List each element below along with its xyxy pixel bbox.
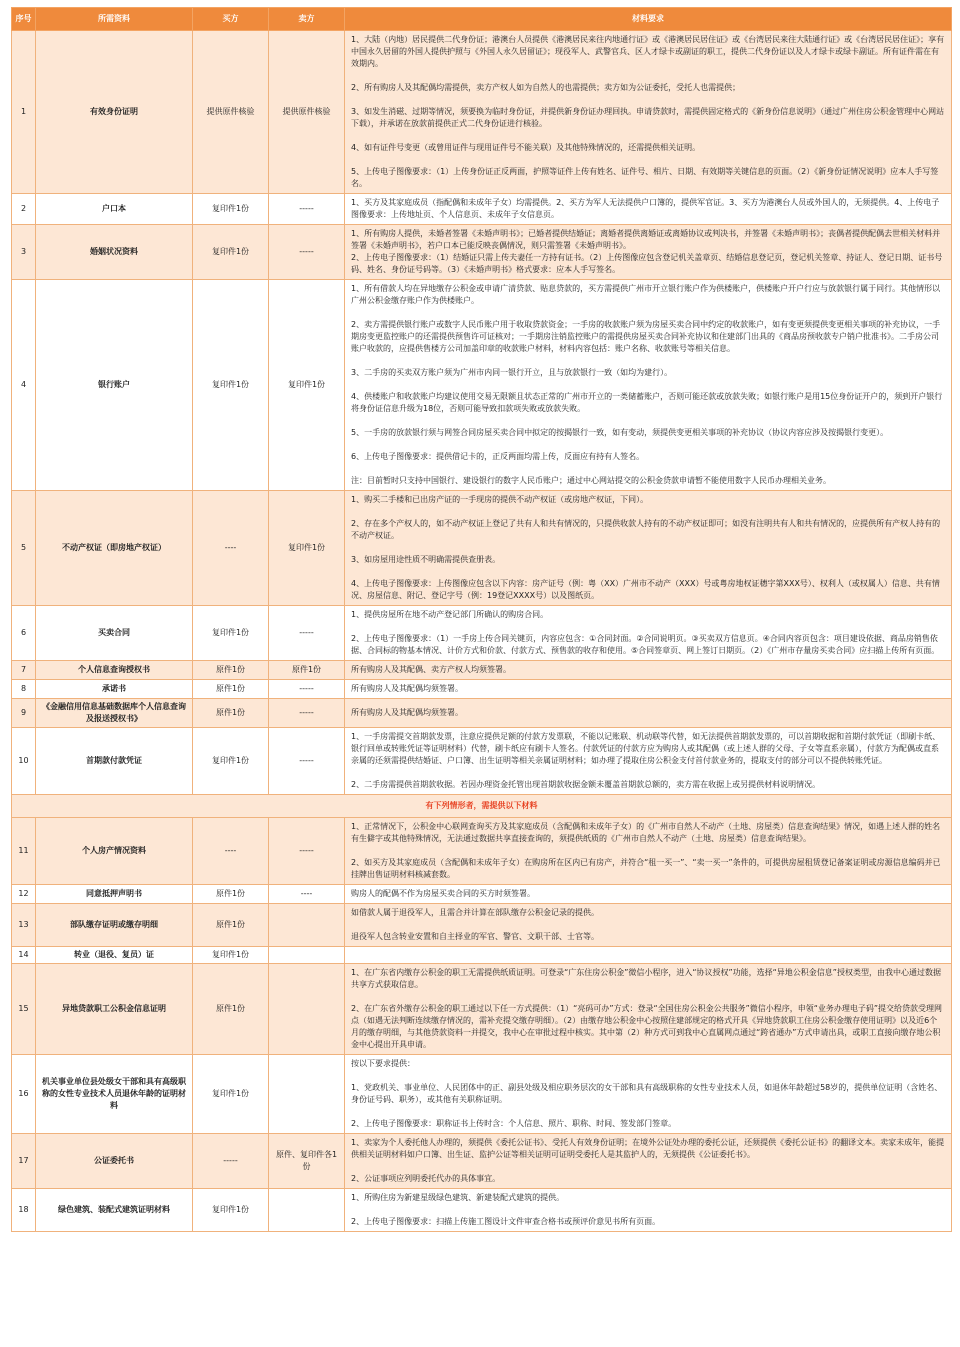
table-body xyxy=(12,31,952,1232)
requirement-paragraph: 3、如发生消磁、过期等情况，须要换为临时身份证，并提供新身份证办理回执。申请贷款时，需提供固定格式的《新身份信息说明》（通过广州住房公积金管理中心网站下载），并承诺在放款前提供正式二代身份证进行核验。 xyxy=(351,107,945,128)
material-name: 承诺书 xyxy=(36,680,193,699)
row-number: 17 xyxy=(12,1134,36,1189)
buyer-requirement: 复印件1份 xyxy=(193,728,269,795)
seller-requirement: 提供原件核验 xyxy=(269,31,345,194)
seller-requirement: ----- xyxy=(269,728,345,795)
requirement-details xyxy=(345,606,952,661)
requirement-details xyxy=(345,964,952,1055)
material-name: 个人房产情况资料 xyxy=(36,818,193,885)
row-number: 3 xyxy=(12,225,36,280)
requirement-paragraph: 所有购房人及其配偶、卖方产权人均须签署。 xyxy=(351,665,511,674)
requirement-paragraph: 所有购房人及其配偶均须签署。 xyxy=(351,708,463,717)
requirement-paragraph: 2、上传电子图像要求：（1）一手房上传合同关键页，内容应包含：①合同封面。②合同说明页。③买卖双方信息页。④合同内容页包含：项目建设依据、商品房销售依据、合同标的物基本情况、计价方式和价款、付款方式、预售款的收存和使用。⑤合同签章页、网上签订日期页。（2）《广州市存量房买卖合同》应扫描上传所有页面。 xyxy=(351,634,940,655)
buyer-requirement: 原件1份 xyxy=(193,885,269,904)
requirement-details xyxy=(345,280,952,491)
seller-requirement xyxy=(269,964,345,1055)
row-number: 11 xyxy=(12,818,36,885)
seller-requirement: ----- xyxy=(269,680,345,699)
requirements-table-container xyxy=(11,7,951,1232)
table-row xyxy=(12,728,952,795)
requirement-paragraph: 1、所有购房人提供，未婚者签署《未婚声明书》；已婚者提供结婚证；离婚者提供离婚证或离婚协议或判决书，并签署《未婚声明书》；丧偶者提供配偶去世相关材料并签署《未婚声明书》，若户口本已能反映丧偶情况，则只需签署《未婚声明书》。 xyxy=(351,229,941,250)
requirement-details xyxy=(345,699,952,728)
requirement-paragraph: 1、购买二手楼和已出房产证的一手现房的提供不动产权证（或房地产权证，下同）。 xyxy=(351,495,649,504)
buyer-requirement: 复印件1份 xyxy=(193,606,269,661)
seller-requirement: ----- xyxy=(269,194,345,225)
buyer-requirement: 原件1份 xyxy=(193,964,269,1055)
section-row xyxy=(12,795,952,818)
material-name: 买卖合同 xyxy=(36,606,193,661)
material-name: 绿色建筑、装配式建筑证明材料 xyxy=(36,1189,193,1232)
requirements-table xyxy=(11,7,952,1232)
table-row xyxy=(12,680,952,699)
row-number: 8 xyxy=(12,680,36,699)
buyer-requirement: ---- xyxy=(193,818,269,885)
material-name: 部队缴存证明或缴存明细 xyxy=(36,904,193,947)
requirement-paragraph: 1、卖家为个人委托他人办理的，须提供《委托公证书》、受托人有效身份证明；在境外公证处办理的委托公证，还须提供《委托公证书》的翻译文本。卖家未成年，能提供相关证明材料如户口簿、出生证、监护公证等相关证明可证明受委托人是其监护人的，无须提供《公证委托书》。 xyxy=(351,1138,945,1159)
paragraph-gap xyxy=(351,767,945,779)
table-row xyxy=(12,947,952,964)
row-number: 4 xyxy=(12,280,36,491)
seller-requirement: 复印件1份 xyxy=(269,491,345,606)
requirement-details xyxy=(345,947,952,964)
buyer-requirement: ---- xyxy=(193,491,269,606)
requirement-paragraph: 1、一手房需提交首期款发票，注意应提供足额的付款方发票联，不能以记账联、机动联等代替，如无法提供首期款发票的，可以首期收据和首期付款凭证（即刷卡纸、银行回单或转账凭证等证明材料）代替，刷卡纸应有刷卡人签名。付款凭证的付款方应为购房人或其配偶（或上述人群的父母、子女等直系亲属），付款方为配偶或直系亲属的还须需提供结婚证、户口簿、出生证明等相关亲属证明材料；如办理了提取住房公积金支付首付款业务的，提取支付的部分可以不提供转账凭证。 xyxy=(351,732,941,765)
requirement-paragraph: 退役军人包含转业安置和自主择业的军官、警官、文职干部、士官等。 xyxy=(351,932,599,941)
requirement-paragraph: 如借款人属于退役军人，且需合并计算在部队缴存公积金记录的提供。 xyxy=(351,908,599,917)
table-row xyxy=(12,964,952,1055)
requirement-details xyxy=(345,728,952,795)
table-row xyxy=(12,606,952,661)
table-row xyxy=(12,225,952,280)
requirement-details xyxy=(345,661,952,680)
requirement-paragraph: 5、一手房的放款银行须与网签合同房屋买卖合同中拟定的按揭银行一致，如有变动，须提供变更相关事项的补充协议（协议内容应涉及按揭银行变更）。 xyxy=(351,428,889,437)
seller-requirement: 原件1份 xyxy=(269,661,345,680)
buyer-requirement: 原件1份 xyxy=(193,661,269,680)
seller-requirement xyxy=(269,1055,345,1134)
paragraph-gap xyxy=(351,1204,945,1216)
paragraph-gap xyxy=(351,1106,945,1118)
requirement-details xyxy=(345,885,952,904)
seller-requirement xyxy=(269,1189,345,1232)
material-name: 机关事业单位县处级女干部和具有高级职称的女性专业技术人员退休年龄的证明材料 xyxy=(36,1055,193,1134)
requirement-paragraph: 1、所购住房为新建星级绿色建筑、新建装配式建筑的提供。 xyxy=(351,1193,565,1202)
table-row xyxy=(12,661,952,680)
paragraph-gap xyxy=(351,919,945,931)
requirement-paragraph: 2、所有购房人及其配偶均需提供，卖方产权人如为自然人的也需提供；卖方如为公证委托，受托人也需提供； xyxy=(351,83,741,92)
row-number: 2 xyxy=(12,194,36,225)
table-row xyxy=(12,885,952,904)
paragraph-gap xyxy=(351,566,945,578)
requirement-paragraph: 1、买方及其家庭成员（指配偶和未成年子女）均需提供。2、买方为军人无法提供户口簿的，提供军官证。3、买方为港澳台人员或外国人的，无须提供。4、上传电子图像要求：上传地址页、个人信息页、未成年子女信息页。 xyxy=(351,198,940,219)
requirement-paragraph: 2、上传电子图像要求：职称证书上传时含：个人信息、照片、职称、时间、签发部门签章。 xyxy=(351,1119,677,1128)
paragraph-gap xyxy=(351,130,945,142)
paragraph-gap xyxy=(351,542,945,554)
material-name: 个人信息查询授权书 xyxy=(36,661,193,680)
requirement-paragraph: 2、如买方及其家庭成员（含配偶和未成年子女）在购房所在区内已有房产，并符合“租一买一”、“卖一买一”条件的，可提供房屋租赁登记备案证明或房源信息编码并已挂牌出售证明材料核减套数。 xyxy=(351,858,941,879)
row-number: 15 xyxy=(12,964,36,1055)
buyer-requirement: 原件1份 xyxy=(193,904,269,947)
row-number: 10 xyxy=(12,728,36,795)
table-row xyxy=(12,194,952,225)
row-number: 16 xyxy=(12,1055,36,1134)
paragraph-gap xyxy=(351,1070,945,1082)
paragraph-gap xyxy=(351,415,945,427)
requirement-details xyxy=(345,1134,952,1189)
buyer-requirement: 复印件1份 xyxy=(193,1189,269,1232)
requirement-paragraph: 2、公证事项应列明委托代办的具体事宜。 xyxy=(351,1174,501,1183)
material-name: 公证委托书 xyxy=(36,1134,193,1189)
row-number: 13 xyxy=(12,904,36,947)
requirement-details xyxy=(345,225,952,280)
paragraph-gap xyxy=(351,439,945,451)
table-row xyxy=(12,31,952,194)
requirement-details xyxy=(345,491,952,606)
buyer-requirement: 复印件1份 xyxy=(193,225,269,280)
seller-requirement: 原件、复印件各1份 xyxy=(269,1134,345,1189)
row-number: 1 xyxy=(12,31,36,194)
requirement-paragraph: 注：目前暂时只支持中国银行、建设银行的数字人民币账户；通过中心网站提交的公积金贷款申请暂不能使用数字人民币办理相关业务。 xyxy=(351,476,831,485)
requirement-details xyxy=(345,31,952,194)
seller-requirement: 复印件1份 xyxy=(269,280,345,491)
requirement-paragraph: 2、存在多个产权人的，如不动产权证上登记了共有人和共有情况的，只提供收款人持有的不动产权证即可；如没有注明共有人和共有情况的，应提供所有产权人持有的不动产权证。 xyxy=(351,519,941,540)
section-title: 有下列情形者，需提供以下材料 xyxy=(12,795,952,818)
requirement-details xyxy=(345,1189,952,1232)
paragraph-gap xyxy=(351,154,945,166)
buyer-requirement: 原件1份 xyxy=(193,680,269,699)
seller-requirement: ---- xyxy=(269,885,345,904)
row-number: 5 xyxy=(12,491,36,606)
row-number: 6 xyxy=(12,606,36,661)
paragraph-gap xyxy=(351,1161,945,1173)
material-name: 《金融信用信息基础数据库个人信息查询及报送授权书》 xyxy=(36,699,193,728)
table-row xyxy=(12,699,952,728)
buyer-requirement: 复印件1份 xyxy=(193,194,269,225)
requirement-paragraph: 2、在广东省外缴存公积金的职工通过以下任一方式提供：（1）“亮码可办”方式：登录“全国住房公积金公共服务”微信小程序，申领“业务办理电子码”提交给贷款受理网点（如遇无法判断连续缴存情况的，需补充提交缴存明细）。（2）由缴存地公积金中心按照住建部规定的格式开具《异地贷款职工住房公积金缴存使用证明》以及近6个月的缴存明细，与其他贷款资料一并提交，我中心在审批过程中核实。其中第（2）种方式可到我中心直属网点通过“跨省通办”方式申请出具，或职工直接向缴存地公积金中心提出开具申请。 xyxy=(351,1004,943,1049)
material-name: 银行账户 xyxy=(36,280,193,491)
row-number: 14 xyxy=(12,947,36,964)
requirement-paragraph: 所有购房人及其配偶均须签署。 xyxy=(351,684,463,693)
buyer-requirement: ----- xyxy=(193,1134,269,1189)
requirement-details xyxy=(345,680,952,699)
requirement-paragraph: 1、提供房屋所在地不动产登记部门所确认的购房合同。 xyxy=(351,610,549,619)
paragraph-gap xyxy=(351,307,945,319)
requirement-paragraph: 4、上传电子图像要求：上传图像应包含以下内容：房产证号（例：粤（XX）广州市不动产（XXX）号或粤房地权证穗字第XXX号）、权利人（或权属人）信息、共有情况、房屋信息、附记、登记字号（例：19登记XXXX号）以及图纸页。 xyxy=(351,579,940,600)
paragraph-gap xyxy=(351,621,945,633)
material-name: 同意抵押声明书 xyxy=(36,885,193,904)
table-row xyxy=(12,491,952,606)
paragraph-gap xyxy=(351,991,945,1003)
header-no: 序号 xyxy=(12,8,36,31)
seller-requirement: ----- xyxy=(269,818,345,885)
table-row xyxy=(12,1134,952,1189)
requirement-paragraph: 1、所有借款人均在异地缴存公积金或申请广清贷款、贴息贷款的，买方需提供广州市开立银行账户作为供楼账户，供楼账户开户行应与放款银行属于同行。其他情形以广州公积金缴存账户作为供楼账户。 xyxy=(351,284,941,305)
material-name: 不动产权证（即房地产权证） xyxy=(36,491,193,606)
header-buyer: 买方 xyxy=(193,8,269,31)
table-header-row xyxy=(12,8,952,31)
requirement-paragraph: 3、如房屋用途性质不明确需提供查册表。 xyxy=(351,555,501,564)
material-name: 婚姻状况资料 xyxy=(36,225,193,280)
material-name: 有效身份证明 xyxy=(36,31,193,194)
requirement-details xyxy=(345,194,952,225)
requirement-paragraph: 按以下要求提供： xyxy=(351,1059,415,1068)
requirement-paragraph: 1、大陆（内地）居民提供二代身份证；港澳台人员提供《港澳居民来往内地通行证》或《港澳居民居住证》或《台湾居民来往大陆通行证》或《台湾居民居住证》；享有中国永久居留的外国人提供护照与《外国人永久居留证》；现役军人、武警官兵、区人才绿卡或副证的职工，提供二代身份证以及人才绿卡或绿卡副证。所有证件需在有效期内。 xyxy=(351,35,945,68)
table-row xyxy=(12,1055,952,1134)
seller-requirement xyxy=(269,904,345,947)
requirement-details xyxy=(345,818,952,885)
table-row xyxy=(12,1189,952,1232)
buyer-requirement: 复印件1份 xyxy=(193,1055,269,1134)
material-name: 转业（退役、复员）证 xyxy=(36,947,193,964)
header-requirements: 材料要求 xyxy=(345,8,952,31)
paragraph-gap xyxy=(351,463,945,475)
requirement-paragraph: 4、供楼账户和收款账户均建议使用交易无限额且状态正常的广州市开立的一类储蓄账户，否则可能还款或放款失败；如银行账户是用15位身份证开户的，须到开户银行将身份证信息升级为18位，否则可能导致扣款项失败或放款失败。 xyxy=(351,392,943,413)
material-name: 首期款付款凭证 xyxy=(36,728,193,795)
paragraph-gap xyxy=(351,355,945,367)
material-name: 异地贷款职工公积金信息证明 xyxy=(36,964,193,1055)
seller-requirement: ----- xyxy=(269,225,345,280)
seller-requirement: ----- xyxy=(269,606,345,661)
paragraph-gap xyxy=(351,506,945,518)
table-row xyxy=(12,818,952,885)
header-material: 所需资料 xyxy=(36,8,193,31)
row-number: 18 xyxy=(12,1189,36,1232)
seller-requirement: ----- xyxy=(269,699,345,728)
paragraph-gap xyxy=(351,70,945,82)
requirement-paragraph: 4、如有证件号变更（或曾用证件与现用证件号不能关联）及其他特殊情况的，还需提供相关证明。 xyxy=(351,143,701,152)
buyer-requirement: 复印件1份 xyxy=(193,947,269,964)
buyer-requirement: 复印件1份 xyxy=(193,280,269,491)
requirement-paragraph: 2、卖方需提供银行账户或数字人民币账户用于收取贷款资金；一手房的收款账户须为房屋买卖合同中约定的收款账户，如有变更须提供变更相关事项的补充协议，一手期房变更监控账户的还需提供预售许可证核对；一手期房注销监控账户的需提供房屋买卖合同补充协议和住建部门出具的《商品房预收款专户销户批准书》。二手房公司账户收款的，应提供售楼方公司加盖印章的收款账户材料，材料内容包括：账户名称、收款账号等相关信息。 xyxy=(351,320,941,353)
requirement-details xyxy=(345,904,952,947)
requirement-paragraph: 2、上传电子图像要求：（1）结婚证只需上传夫妻任一方持有证书。（2）上传图像应包含登记机关盖章页、结婚信息登记页，登记机关签章、持证人、登记日期、证书号码、姓名、身份证号码等。（3）《未婚声明书》格式要求：应本人手写签名。 xyxy=(351,253,943,274)
material-name: 户口本 xyxy=(36,194,193,225)
requirement-paragraph: 1、党政机关、事业单位、人民团体中的正、副县处级及相应职务层次的女干部和具有高级职称的女性专业技术人员，如退休年龄超过58岁的，提供单位证明（含姓名、身份证号码、职务），或其他有关职称证明。 xyxy=(351,1083,943,1104)
requirement-details xyxy=(345,1055,952,1134)
requirement-paragraph: 5、上传电子图像要求：（1）上传身份证正反两面，护照等证件上传有姓名、证件号、相片、日期、有效期等关键信息的页面。（2）《新身份证情况说明》应本人手写签名。 xyxy=(351,167,939,188)
requirement-paragraph: 2、二手房需提供首期款收据。若因办理资金托管出现首期款收据金额未覆盖首期款总额的，卖方需在收据上或另提供材料说明情况。 xyxy=(351,780,821,789)
seller-requirement xyxy=(269,947,345,964)
row-number: 9 xyxy=(12,699,36,728)
requirement-paragraph: 3、二手房的买卖双方账户须为广州市内同一银行开立，且与放款银行一致（如均为建行）。 xyxy=(351,368,673,377)
requirement-paragraph: 1、在广东省内缴存公积金的职工无需提供纸质证明。可登录“广东住房公积金”微信小程序，进入“协议授权”功能，选择“异地公积金信息”授权类型，由我中心通过数据共享方式获取信息。 xyxy=(351,968,941,989)
row-number: 7 xyxy=(12,661,36,680)
buyer-requirement: 原件1份 xyxy=(193,699,269,728)
buyer-requirement: 提供原件核验 xyxy=(193,31,269,194)
paragraph-gap xyxy=(351,379,945,391)
requirement-paragraph: 1、正常情况下，公积金中心联网查询买方及其家庭成员（含配偶和未成年子女）的《广州市自然人不动产（土地、房屋类）信息查询结果》情况，如遇上述人群的姓名有生僻字或其他特殊情况，无法通过数据共享直接查询的，须提供纸质的《广州市自然人不动产（土地、房屋类）信息查询结果》。 xyxy=(351,822,941,843)
requirement-paragraph: 购房人的配偶不作为房屋买卖合同的买方时须签署。 xyxy=(351,889,535,898)
requirement-paragraph: 6、上传电子图像要求：提供借记卡的，正反两面均需上传，反面应有持有人签名。 xyxy=(351,452,645,461)
requirement-paragraph: 2、上传电子图像要求：扫描上传施工图设计文件审查合格书或预评价意见书所有页面。 xyxy=(351,1217,661,1226)
table-row xyxy=(12,904,952,947)
header-seller: 卖方 xyxy=(269,8,345,31)
paragraph-gap xyxy=(351,94,945,106)
row-number: 12 xyxy=(12,885,36,904)
table-row xyxy=(12,280,952,491)
paragraph-gap xyxy=(351,845,945,857)
